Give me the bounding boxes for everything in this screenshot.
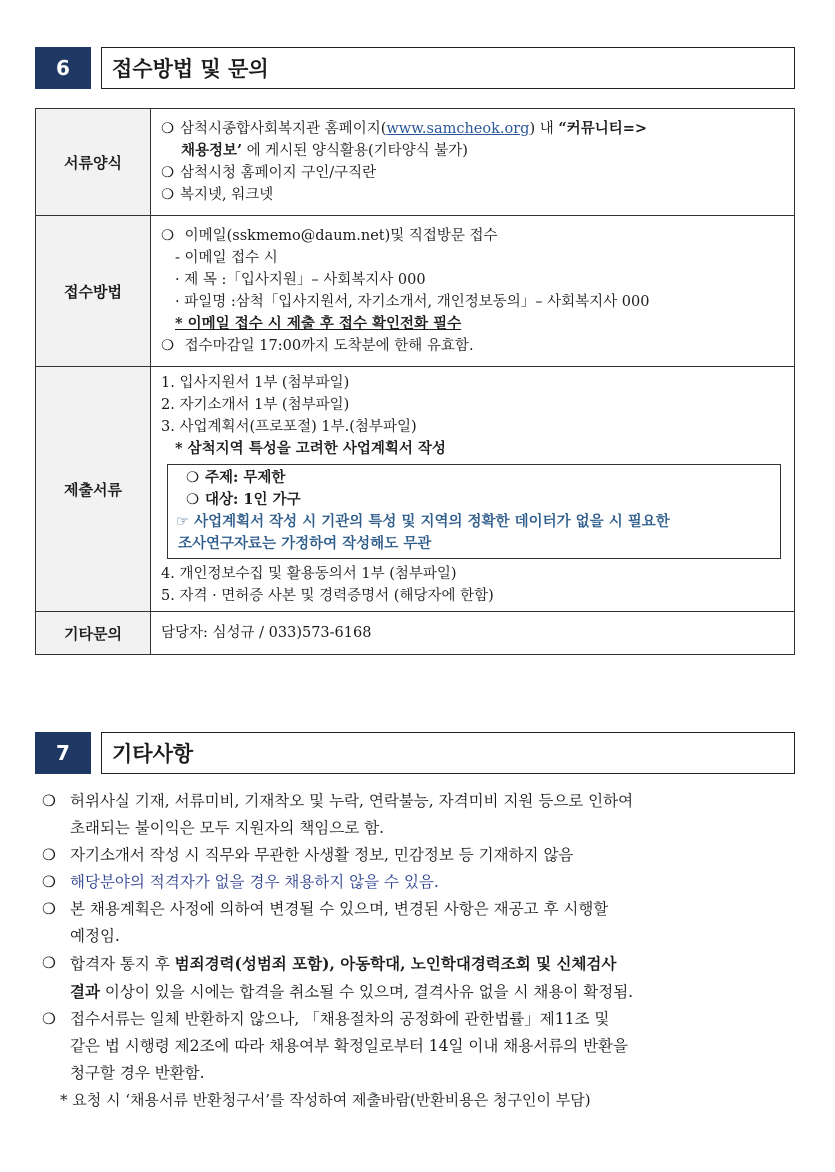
note-6-line-2: 같은 법 시행령 제2조에 따라 채용여부 확정일로부터 14일 이내 채용서류의 반환을 xyxy=(70,1037,628,1055)
note-2: 자기소개서 작성 시 직무와 무관한 사생활 정보, 민감정보 등 기재하지 않음 xyxy=(70,846,574,864)
note-1-line-1: 허위사실 기재, 서류미비, 기재착오 및 누락, 연락불능, 자격미비 지원 등으로 인하여 xyxy=(70,792,634,810)
label-required-docs: 제출서류 xyxy=(36,367,151,612)
return-request-note: * 요청 시 ‘채용서류 반환청구서’를 작성하여 제출바람(반환비용은 청구인이 부담) xyxy=(60,1091,591,1109)
proposal-guide-box xyxy=(167,464,781,559)
pointing-hand-icon: ☞ xyxy=(176,513,189,530)
label-inquiry: 기타문의 xyxy=(36,612,151,655)
row-inquiry xyxy=(36,612,795,655)
circle-bullet-icon: ❍ xyxy=(42,873,56,891)
content-docs-form xyxy=(151,109,795,216)
circle-bullet-icon: ❍ xyxy=(42,954,56,972)
submit-email-when: - 이메일 접수 시 xyxy=(175,250,278,266)
doc-item-4: 4. 개인정보수집 및 활용동의서 1부 (첨부파일) xyxy=(161,565,457,582)
row-required-docs xyxy=(36,367,795,612)
note-5-bold: 범죄경력(성범죄 포함), 아동학대, 노인학대경력조회 및 신체검사 xyxy=(174,954,617,973)
proposal-hint-2: 조사연구자료는 가정하여 작성해도 무관 xyxy=(178,534,432,552)
docs-form-text: 삼척시종합사회복지관 홈페이지( xyxy=(180,121,387,137)
row-submit-method xyxy=(36,216,795,367)
docs-form-text-2: 에 게시된 양식활용(기타양식 불가) xyxy=(242,143,468,159)
circle-bullet-icon: ❍ xyxy=(42,792,56,810)
circle-bullet-icon: ❍ xyxy=(42,900,56,918)
docs-form-text-mid: ) 내 xyxy=(529,121,559,137)
label-submit-method: 접수방법 xyxy=(36,216,151,367)
note-5-pre: 합격자 통지 후 xyxy=(70,955,175,973)
section6-title: 접수방법 및 문의 xyxy=(101,47,795,89)
content-inquiry: 담당자: 심성규 / 033)573-6168 xyxy=(151,612,795,655)
docs-form-bold: “커뮤니티=> xyxy=(558,120,648,137)
list-item xyxy=(42,788,802,842)
label-docs-form: 서류양식 xyxy=(36,109,151,216)
circle-bullet-icon: ❍ xyxy=(42,1010,56,1028)
docs-form-line4: 복지넷, 워크넷 xyxy=(180,187,274,203)
list-item xyxy=(42,842,802,869)
row-docs-form xyxy=(36,109,795,216)
circle-bullet-icon: ❍ xyxy=(42,846,56,864)
section7-title: 기타사항 xyxy=(101,732,795,774)
note-5-rest: 이상이 있을 시에는 합격을 취소될 수 있으며, 결격사유 없을 시 채용이 확정됨. xyxy=(99,983,634,1001)
note-6-line-3: 청구할 경우 반환함. xyxy=(70,1064,205,1082)
doc-item-2: 2. 자기소개서 1부 (첨부파일) xyxy=(161,396,350,413)
content-submit-method xyxy=(151,216,795,367)
note-6-line-1: 접수서류는 일체 반환하지 않으나, 「채용절차의 공정화에 관한법률」제11조 및 xyxy=(70,1010,610,1028)
section7-number: 7 xyxy=(35,732,91,774)
circle-bullet-icon: ❍ xyxy=(161,187,174,203)
note-5-bold-2: 결과 xyxy=(70,982,100,1001)
circle-bullet-icon: ❍ xyxy=(186,469,199,486)
doc-item-1: 1. 입사지원서 1부 (첨부파일) xyxy=(161,374,350,391)
list-item xyxy=(42,950,802,1006)
misc-notes-list xyxy=(42,788,802,1114)
list-item xyxy=(42,869,802,896)
list-item xyxy=(42,896,802,950)
docs-form-line3: 삼척시청 홈페이지 구인/구직란 xyxy=(180,165,377,181)
section7-header xyxy=(35,732,795,774)
content-required-docs xyxy=(151,367,795,612)
proposal-hint-1: 사업계획서 작성 시 기관의 특성 및 지역의 정확한 데이터가 없을 시 필요한 xyxy=(194,512,670,530)
circle-bullet-icon: ❍ xyxy=(161,338,174,354)
submit-call-note: * 이메일 접수 시 제출 후 접수 확인전화 필수 xyxy=(175,315,462,332)
note-1-line-2: 초래되는 불이익은 모두 지원자의 책임으로 함. xyxy=(70,819,385,837)
circle-bullet-icon: ❍ xyxy=(161,121,174,137)
list-item xyxy=(42,1006,802,1087)
section6-header xyxy=(35,47,795,89)
note-3: 해당분야의 적격자가 없을 경우 채용하지 않을 수 있음. xyxy=(70,873,439,891)
application-table xyxy=(35,108,795,655)
circle-bullet-icon: ❍ xyxy=(161,165,174,181)
circle-bullet-icon: ❍ xyxy=(161,228,174,244)
circle-bullet-icon: ❍ xyxy=(186,491,199,508)
submit-email-line: 이메일(sskmemo@daum.net)및 직접방문 접수 xyxy=(184,228,498,244)
doc-item-3-note: * 삼척지역 특성을 고려한 사업계획서 작성 xyxy=(175,439,446,457)
note-4-line-2: 예정임. xyxy=(70,927,120,945)
doc-item-3: 3. 사업계획서(프로포절) 1부.(첨부파일) xyxy=(161,418,417,435)
submit-filename: · 파일명 :삼척「입사지원서, 자기소개서, 개인정보동의」– 사회복지사 000 xyxy=(175,294,650,310)
docs-form-bold-2: 채용정보’ xyxy=(181,142,243,159)
homepage-link[interactable]: www.samcheok.org xyxy=(386,121,530,137)
doc-item-5: 5. 자격 · 면허증 사본 및 경력증명서 (해당자에 한함) xyxy=(161,587,494,604)
proposal-topic: 주제: 무제한 xyxy=(205,468,286,486)
note-4-line-1: 본 채용계획은 사정에 의하여 변경될 수 있으며, 변경된 사항은 재공고 후 시행할 xyxy=(70,900,609,918)
submit-deadline: 접수마감일 17:00까지 도착분에 한해 유효함. xyxy=(184,338,474,354)
proposal-target: 대상: 1인 가구 xyxy=(205,490,301,508)
submit-subject: · 제 목 :「입사지원」– 사회복지사 000 xyxy=(175,272,426,288)
section6-number: 6 xyxy=(35,47,91,89)
